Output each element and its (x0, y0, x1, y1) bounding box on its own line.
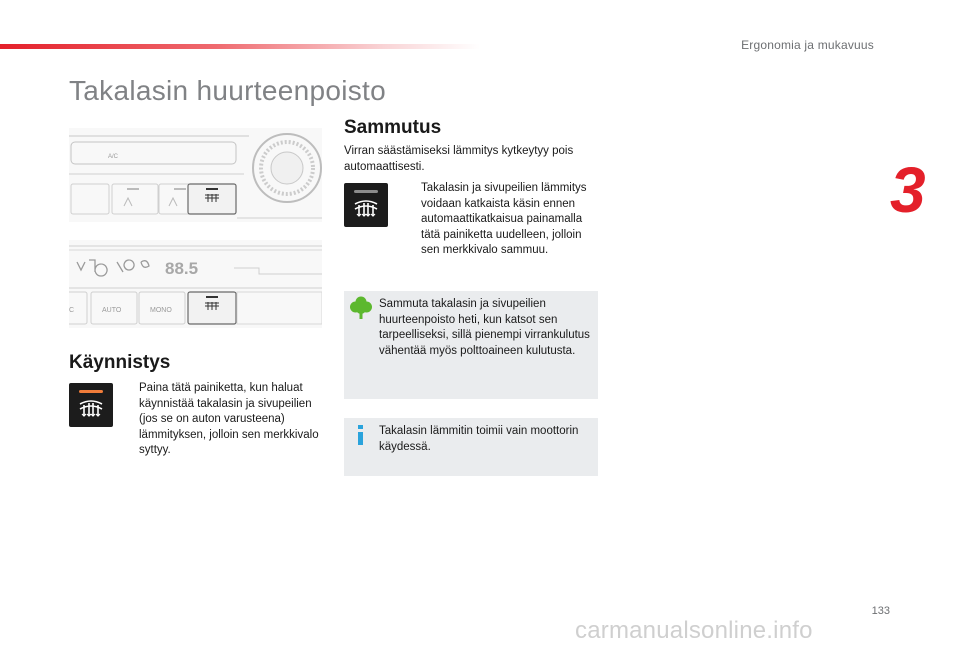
stop-heading: Sammutus (344, 117, 442, 138)
mono-label: MONO (150, 307, 172, 314)
eco-note (344, 291, 598, 399)
panel-left-label: C (69, 307, 75, 314)
chapter-number: 3 (890, 154, 926, 226)
display-digits: 88.5 (165, 259, 199, 278)
info-note-text: Takalasin lämmitin toimii vain moottorin käydessä. (379, 425, 579, 453)
stop-intro: Virran säästämiseksi lämmitys kytkeytyy pois automaattisesti. (344, 145, 574, 173)
rear-defrost-button-off-icon (344, 183, 388, 227)
indicator-light-off (354, 190, 378, 193)
start-heading: Käynnistys (69, 352, 171, 373)
rear-defrost-button-on-icon (69, 383, 113, 427)
rear-window-heating-icon (78, 399, 104, 419)
climate-panel-illustration-auto (69, 240, 322, 328)
indicator-light-on (79, 390, 103, 393)
eco-note-text: Sammuta takalasin ja sivupeilien huurteenpoisto heti, kun katsot sen tarpeelliseksi, sillä pienempi virrankulutus vähentää myös polttoaineen kulutusta. (379, 298, 590, 357)
header-accent-bar (0, 44, 480, 49)
page-number: 133 (871, 605, 890, 617)
auto-label: AUTO (102, 307, 122, 314)
section-label: Ergonomia ja mukavuus (741, 38, 874, 52)
rear-window-heating-icon (353, 199, 379, 219)
start-instruction-text: Paina tätä painiketta, kun haluat käynnistää takalasin ja sivupeilien (jos se on auton varusteena) lämmityksen, jolloin sen merkkivalo syttyy. (139, 382, 319, 457)
stop-instruction-text: Takalasin ja sivupeilien lämmitys voidaan katkaista käsin ennen automaattikatkaisua painamalla tätä painiketta uudelleen, jolloin sen merkkivalo sammuu. (421, 182, 587, 257)
ac-label: A/C (108, 154, 119, 160)
start-instruction (139, 381, 324, 459)
stop-instruction (421, 181, 599, 259)
watermark: carmanualsonline.info (575, 617, 813, 644)
info-note (344, 418, 598, 476)
info-icon (350, 422, 372, 448)
eco-tree-icon (350, 295, 372, 321)
page-title: Takalasin huurteenpoisto (69, 75, 386, 106)
climate-panel-illustration-manual (69, 128, 322, 222)
